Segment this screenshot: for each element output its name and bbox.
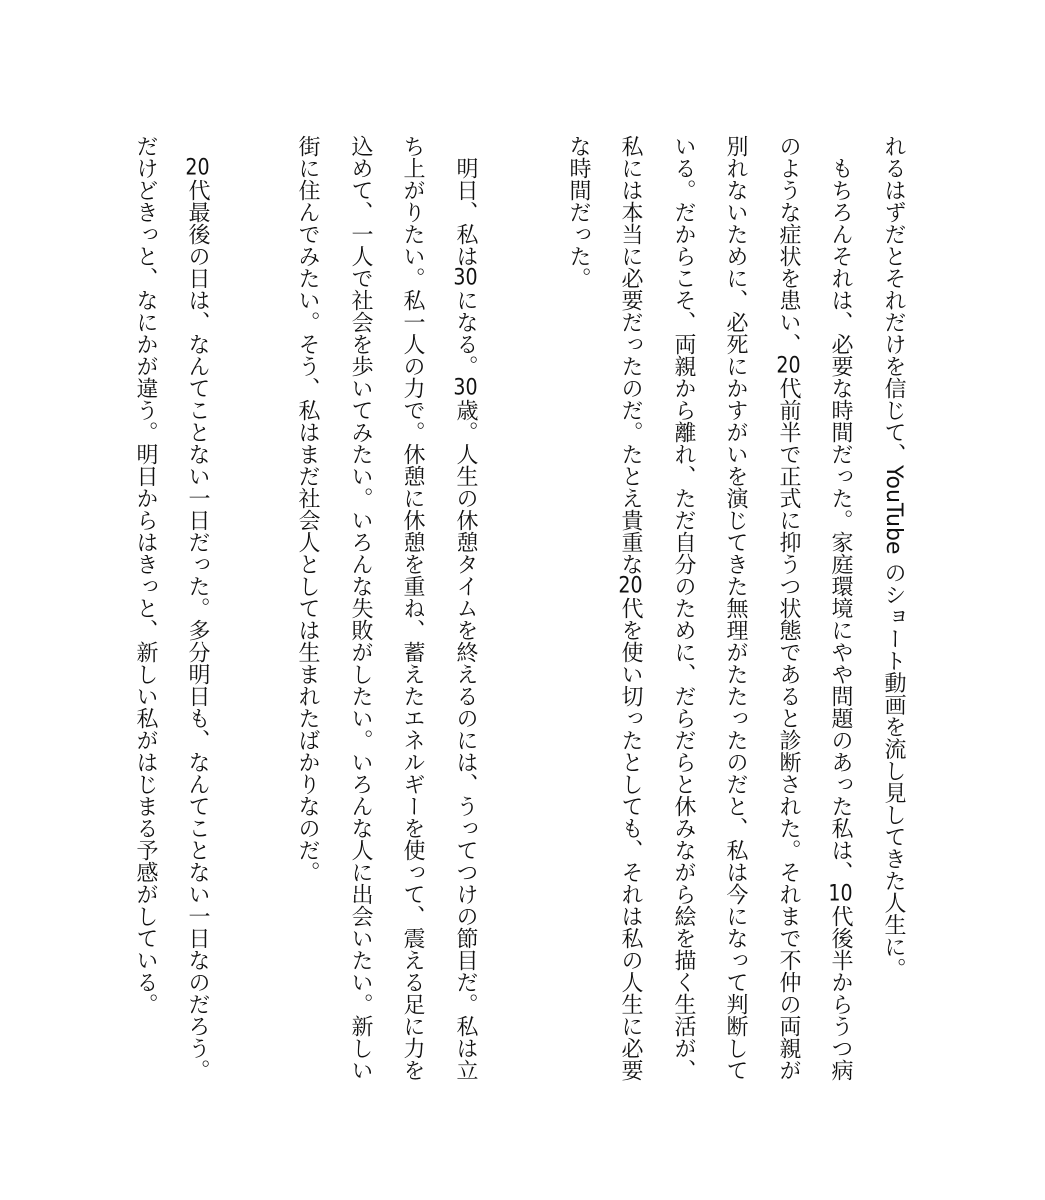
upright-number: 10 [828, 883, 853, 905]
text-column: な時間だった。 [566, 135, 591, 289]
text-column: 街に住んでみたい。そう、私はまだ社会人としては生まれたばかりなのだ。 [295, 135, 320, 883]
text-column: 別れないために、必死にかすがいを演じてきた無理がたたったのだと、私は今になって判断して [723, 135, 748, 1081]
text-column: 明日、私は30になる。30歳。人生の休憩タイムを終えるのには、うってつけの節目だ。私は立 [453, 135, 478, 1081]
upright-number: 20 [185, 157, 210, 179]
text-column: 込めて、一人で社会を歩いてみたい。いろんな失敗がしたい。いろんな人に出会いたい。新しい [348, 135, 373, 1081]
text-column: もちろんそれは、必要な時間だった。家庭環境にやや問題のあった私は、10代後半からうつ病 [828, 135, 853, 1081]
upright-number: 30 [453, 267, 478, 289]
text-column: だけどきっと、なにかが違う。明日からはきっと、新しい私がはじまる予感がしている。 [133, 135, 158, 1015]
upright-number: 20 [776, 355, 801, 377]
text-column: れるはずだとそれだけを信じて、YouTube のショート動画を流し見してきた人生に。 [881, 135, 906, 980]
text-column: 私には本当に必要だったのだ。たとえ貴重な20代を使い切ったとしても、それは私の人生に必要 [618, 135, 643, 1081]
upright-number: 20 [618, 575, 643, 597]
text-column: いる。だからこそ、両親から離れ、ただ自分のために、だらだらと休みながら絵を描く生活が、 [671, 135, 696, 1081]
text-column: ち上がりたい。私一人の力で。休憩に休憩を重ね、蓄えたエネルギーを使って、震える足に力を [400, 135, 425, 1081]
text-column: のような症状を患い、20代前半で正式に抑うつ状態であると診断された。それまで不仲の両親が [776, 135, 801, 1081]
text-column: 20代最後の日は、なんてことない一日だった。多分明日も、なんてことない一日なのだろう。 [185, 157, 210, 1081]
upright-number: 30 [453, 377, 478, 399]
